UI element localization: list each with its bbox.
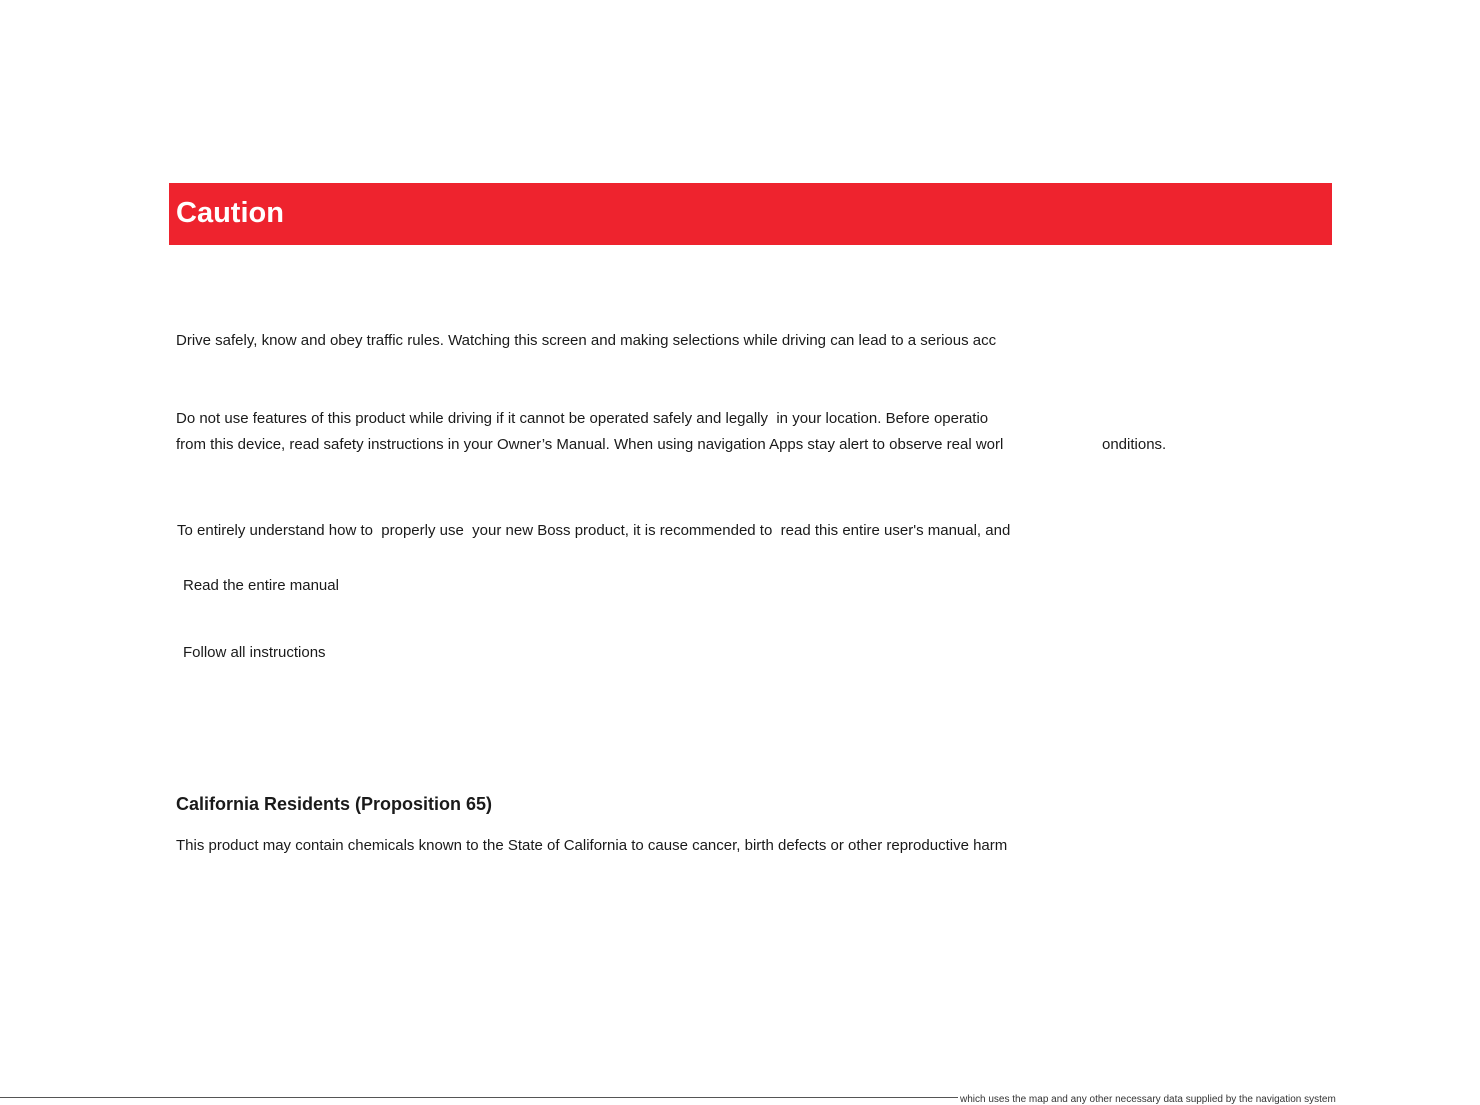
operation-paragraph-line-2-end: onditions. [1102, 436, 1167, 453]
manual-paragraph-line: To entirely understand how to properly use your new Boss product, it is recommended to read this entire user's manual, and [177, 522, 1011, 539]
operation-paragraph-line-1: Do not use features of this product while driving if it cannot be operated safely and legally in your location. Before operatio [176, 410, 989, 427]
california-body: This product may contain chemicals known to the State of California to cause cancer, birth defects or other reproductive harm [176, 837, 1008, 854]
safety-paragraph-line: Drive safely, know and obey traffic rules. Watching this screen and making selections while driving can lead to a serious acc [176, 332, 997, 349]
page-bottom-rule [0, 1097, 958, 1098]
list-item-follow-instructions: Follow all instructions [183, 644, 326, 661]
operation-paragraph-line-2: from this device, read safety instructions in your Owner’s Manual. When using navigation Apps stay alert to observe real worl [176, 436, 1004, 453]
caution-banner [169, 183, 1332, 245]
caution-title: Caution [176, 197, 284, 229]
list-item-read-manual: Read the entire manual [183, 577, 339, 594]
cut-off-footer-text: which uses the map and any other necessary data supplied by the navigation system [960, 1094, 1336, 1105]
california-heading: California Residents (Proposition 65) [176, 794, 493, 814]
